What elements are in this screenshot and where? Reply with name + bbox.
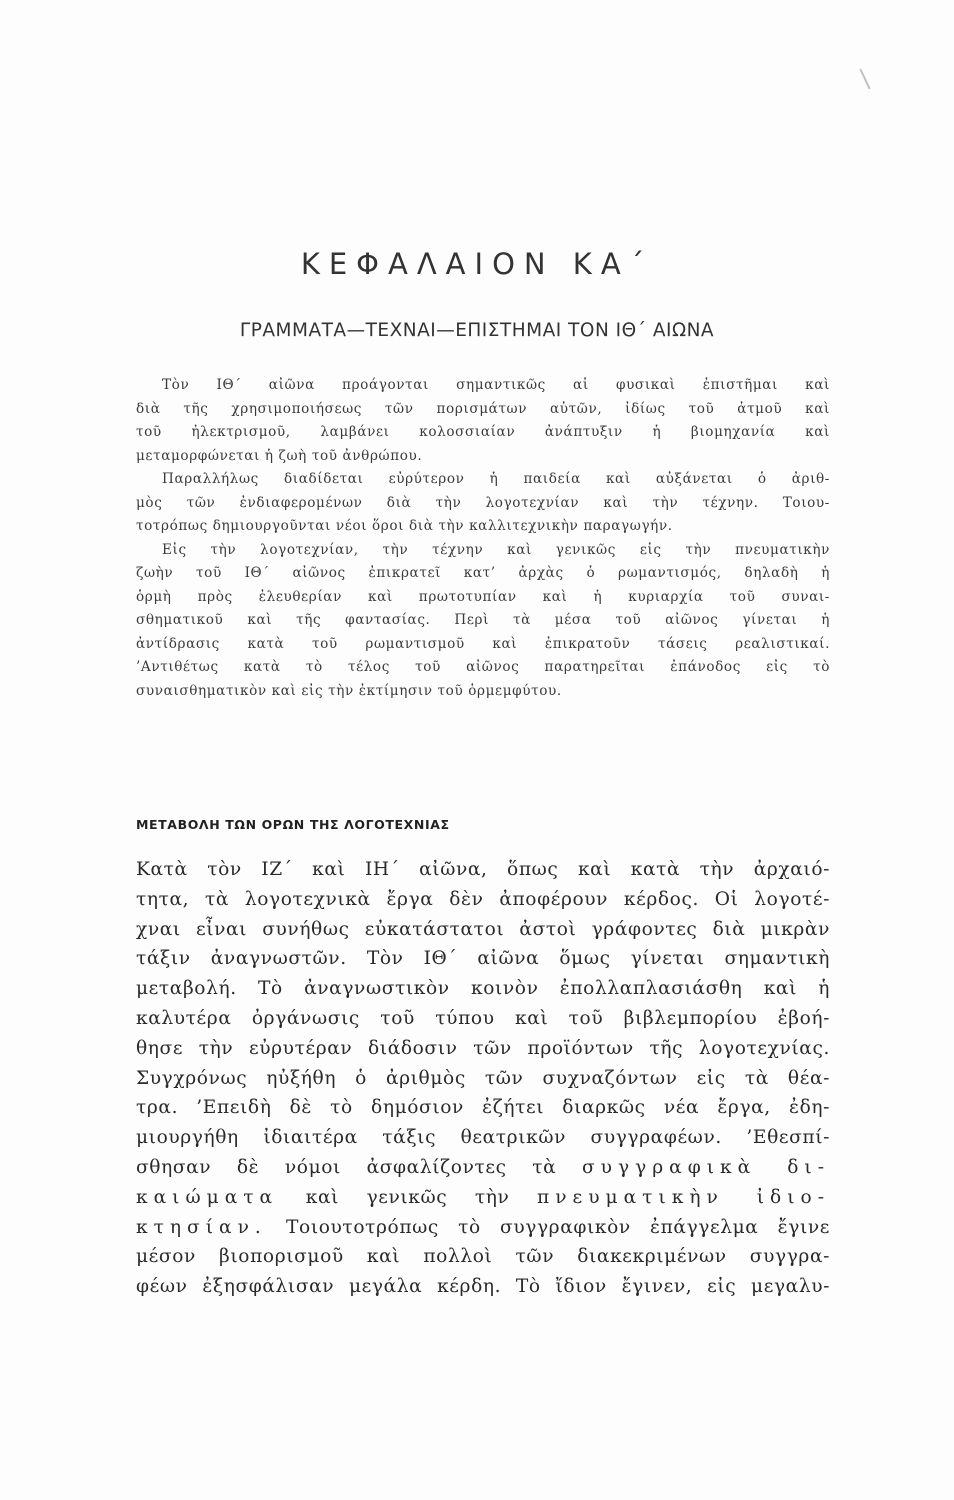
text-line: ὁρμὴ πρὸς ἐλευθερίαν καὶ πρωτοτυπίαν καὶ ἡ κυριαρχία τοῦ συναι- xyxy=(136,588,830,605)
text-line: ’Αντιθέτως κατὰ τὸ τέλος τοῦ αἰῶνος παρατηρεῖται ἐπάνοδος εἰς τὸ xyxy=(136,659,830,675)
text-line: Συγχρόνως ηὐξήθη ὁ ἀριθμὸς τῶν συχναζόντων εἰς τὰ θέα- xyxy=(136,1067,830,1089)
text-line: Τὸν ΙΘ΄ αἰῶνα προάγονται σημαντικῶς αἱ φυσικαὶ ἐπιστῆμαι καὶ xyxy=(162,377,830,393)
text-line: μεταβολή. Τὸ ἀναγνωστικὸν κοινὸν ἐπολλαπλασιάσθη καὶ ἡ xyxy=(136,978,830,1000)
section-title: ΓΡΑΜΜΑΤΑ—ΤΕΧΝΑΙ—ΕΠΙΣΤΗΜΑΙ ΤΟΝ ΙΘ΄ ΑΙΩΝΑ xyxy=(239,320,715,341)
chapter-title: ΚΕΦΑΛΑΙΟΝ ΚΑ΄ xyxy=(300,247,654,281)
text-line: Εἰς τὴν λογοτεχνίαν, τὴν τέχνην καὶ γενικῶς εἰς τὴν πνευματικὴν xyxy=(162,541,830,558)
spaced-text: πνευματικὴν ἰδιο- xyxy=(537,1186,831,1208)
text-fragment: καὶ γενικῶς τὴν xyxy=(305,1186,510,1208)
text-line: καλυτέρα ὀργάνωσις τοῦ τύπου καὶ τοῦ βιβλεμπορίου ἐβοή- xyxy=(136,1007,830,1029)
text-line: μέσον βιοπορισμοῦ καὶ πολλοὶ τῶν διακεκριμένων συγγρα- xyxy=(136,1246,830,1268)
spaced-text: συγγραφικὰ δι- xyxy=(581,1156,831,1178)
text-line: χναι εἶναι συνήθως εὐκατάστατοι ἀστοὶ γράφοντες διὰ μικρὰν xyxy=(136,918,830,940)
text-line: τάξιν ἀναγνωστῶν. Τὸν ΙΘ΄ αἰῶνα ὅμως γίνεται σημαντικὴ xyxy=(136,948,830,970)
spaced-text: κτησίαν. xyxy=(136,1216,267,1238)
text-line: ἀντίδρασις κατὰ τοῦ ρωμαντισμοῦ καὶ ἐπικρατοῦν τάσεις ρεαλιστικαί. xyxy=(136,635,830,652)
text-line: μὸς τῶν ἐνδιαφερομένων διὰ τὴν λογοτεχνίαν καὶ τὴν τέχνην. Τοιου- xyxy=(136,494,830,511)
text-line xyxy=(136,1153,830,1183)
text-line: τοτρόπως δημιουργοῦνται νέοι ὅροι διὰ τὴν καλλιτεχνικὴν παραγωγήν. xyxy=(136,518,673,534)
text-line: σθηματικοῦ καὶ τῆς φαντασίας. Περὶ τὰ μέσα τοῦ αἰῶνος γίνεται ἡ xyxy=(136,612,830,628)
spaced-text: καιώματα xyxy=(136,1186,279,1208)
text-line: διὰ τῆς χρησιμοποιήσεως τῶν πορισμάτων αὐτῶν, ἰδίως τοῦ ἀτμοῦ καὶ xyxy=(136,400,830,417)
text-line xyxy=(136,1183,830,1213)
intro-paragraphs xyxy=(136,374,830,703)
text-line: μιουργήθη ἰδιαιτέρα τάξις θεατρικῶν συγγραφέων. ’Εθεσπί- xyxy=(136,1127,830,1149)
text-line: μεταμορφώνεται ἡ ζωὴ τοῦ ἀνθρώπου. xyxy=(136,447,423,464)
page-corner-mark xyxy=(859,69,870,90)
subheading: ΜΕΤΑΒΟΛΗ ΤΩΝ ΟΡΩΝ ΤΗΣ ΛΟΓΟΤΕΧΝΙΑΣ xyxy=(136,817,450,832)
text-line xyxy=(136,1213,830,1243)
body-paragraph xyxy=(136,855,830,1302)
text-line: ζωὴν τοῦ ΙΘ΄ αἰῶνος ἐπικρατεῖ κατ’ ἀρχὰς ὁ ρωμαντισμός, δηλαδὴ ἡ xyxy=(136,565,830,581)
text-line: φέων ἐξησφάλισαν μεγάλα κέρδη. Τὸ ἴδιον ἔγινεν, εἰς μεγαλυ- xyxy=(136,1276,830,1298)
text-fragment: σθησαν δὲ νόμοι ἀσφαλίζοντες τὰ xyxy=(136,1156,557,1178)
text-line: τοῦ ἠλεκτρισμοῦ, λαμβάνει κολοσσιαίαν ἀνάπτυξιν ἡ βιομηχανία καὶ xyxy=(136,424,830,440)
text-line: Κατὰ τὸν ΙΖ΄ καὶ ΙΗ΄ αἰῶνα, ὅπως καὶ κατὰ τὴν ἀρχαιό- xyxy=(136,859,830,880)
text-fragment: Τοιουτοτρόπως τὸ συγγραφικὸν ἐπάγγελμα ἔγινε xyxy=(286,1216,830,1238)
text-line: τητα, τὰ λογοτεχνικὰ ἔργα δὲν ἀποφέρουν κέρδος. Οἱ λογοτέ- xyxy=(136,888,830,910)
text-line: Παραλλήλως διαδίδεται εὐρύτερον ἡ παιδεία καὶ αὐξάνεται ὁ ἀριθ- xyxy=(162,471,830,487)
text-line: συναισθηματικὸν καὶ εἰς τὴν ἐκτίμησιν τοῦ ὁρμεμφύτου. xyxy=(136,682,562,699)
text-line: θησε τὴν εὐρυτέραν διάδοσιν τῶν προϊόντων τῆς λογοτεχνίας. xyxy=(136,1037,830,1059)
text-line: τρα. ’Επειδὴ δὲ τὸ δημόσιον ἐζήτει διαρκῶς νέα ἔργα, ἐδη- xyxy=(136,1097,830,1119)
